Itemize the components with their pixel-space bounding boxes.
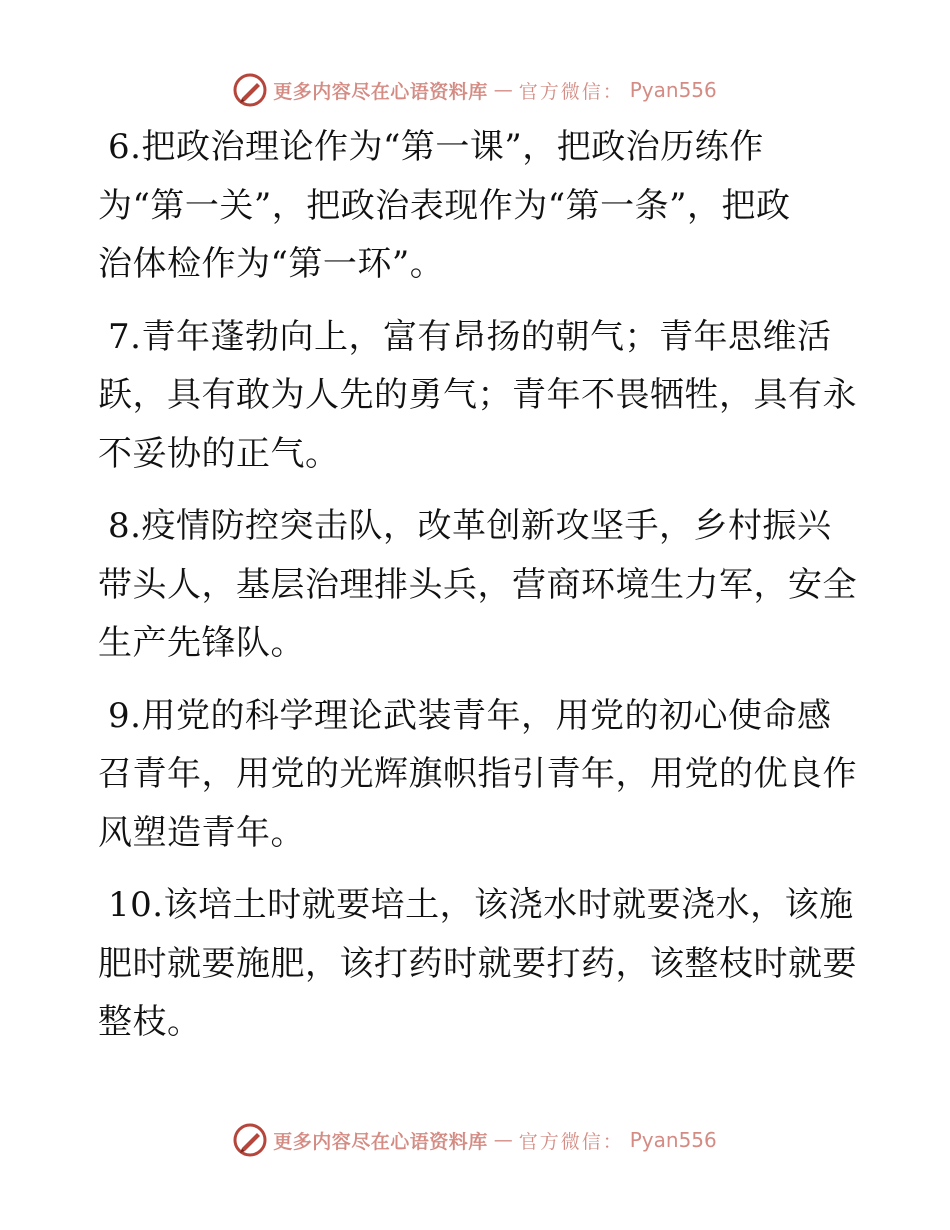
footer-banner-text: 更多内容尽在心语资料库 — [273, 1130, 488, 1153]
paragraph-line: 召青年，用党的光辉旗帜指引青年，用党的优良作 — [98, 754, 857, 794]
paragraph-line: 整枝。 — [98, 1002, 202, 1042]
paragraph-6 — [98, 118, 854, 294]
paragraph-line: 9.用党的科学理论武装青年，用党的初心使命感 — [108, 695, 832, 736]
pen-logo-icon — [233, 73, 267, 107]
paragraph-line: 跃，具有敢为人先的勇气；青年不畏牺牲，具有永 — [98, 375, 857, 415]
paragraph-7 — [98, 308, 857, 484]
footer-banner — [0, 1120, 950, 1160]
header-wechat-id: Pyan556 — [629, 78, 717, 102]
footer-wechat-id: Pyan556 — [629, 1128, 717, 1152]
paragraph-8 — [98, 497, 857, 673]
footer-banner-dash: — — [493, 1129, 513, 1151]
paragraph-line: 10.该培土时就要培土，该浇水时就要浇水，该施 — [108, 885, 854, 925]
paragraph-9 — [98, 687, 857, 863]
paragraph-line: 不妥协的正气。 — [98, 433, 340, 474]
paragraph-10 — [98, 876, 857, 1052]
header-banner — [0, 70, 950, 110]
header-wechat-label: 官方微信： — [518, 80, 624, 103]
header-banner-dash: — — [493, 79, 513, 101]
header-banner-text: 更多内容尽在心语资料库 — [273, 80, 488, 103]
paragraph-line: 带头人，基层治理排头兵，营商环境生力军，安全 — [98, 564, 857, 605]
paragraph-line: 风塑造青年。 — [98, 812, 305, 853]
paragraph-line: 治体检作为“第一环”。 — [98, 244, 445, 284]
footer-wechat-label: 官方微信： — [518, 1130, 624, 1153]
pen-logo-icon — [233, 1123, 267, 1157]
paragraph-line: 为“第一关”，把政治表现作为“第一条”，把政 — [98, 185, 791, 226]
paragraph-line: 生产先锋队。 — [98, 623, 305, 663]
paragraph-line: 肥时就要施肥，该打药时就要打药，该整枝时就要 — [98, 943, 857, 984]
paragraph-line: 8.疫情防控突击队，改革创新攻坚手，乡村振兴 — [108, 506, 832, 546]
document-body — [98, 118, 857, 1066]
paragraph-line: 6.把政治理论作为“第一课”，把政治历练作 — [108, 127, 764, 167]
paragraph-line: 7.青年蓬勃向上，富有昂扬的朝气；青年思维活 — [108, 316, 832, 357]
